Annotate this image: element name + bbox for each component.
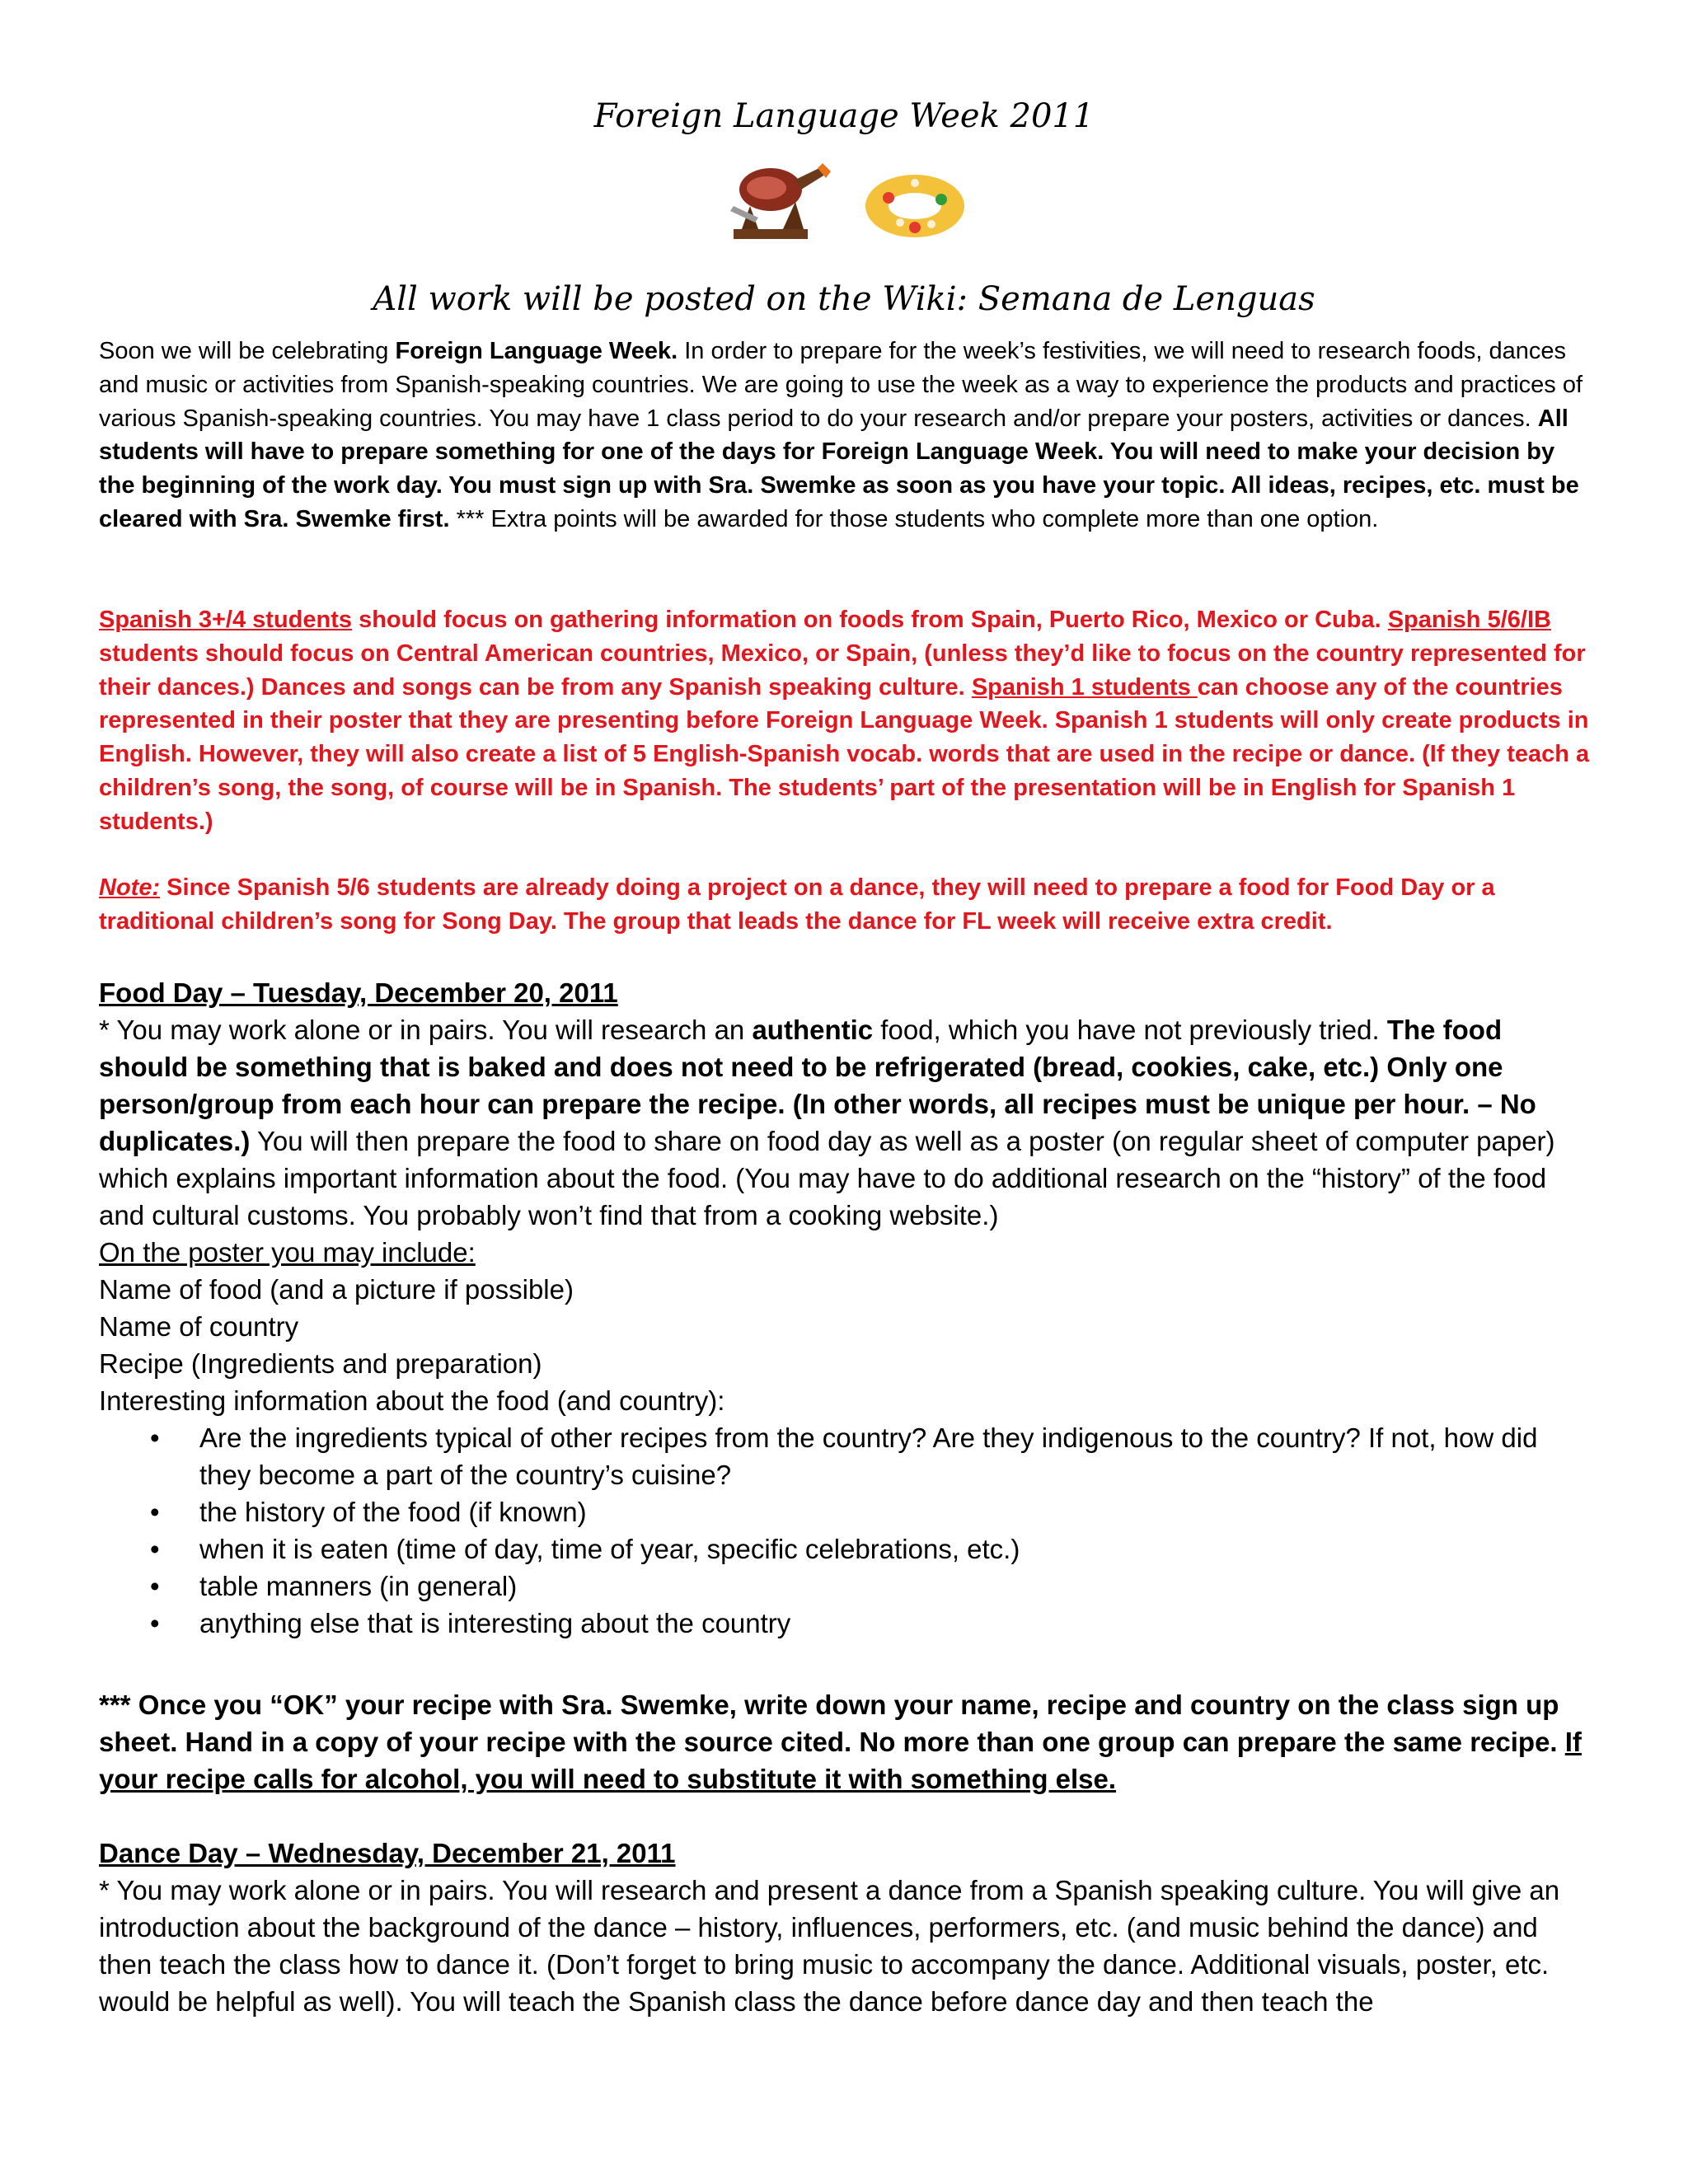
dance-day-heading: Dance Day – Wednesday, December 21, 2011 <box>99 1838 676 1868</box>
food-text-1: * You may work alone or in pairs. You will research an <box>99 1015 753 1045</box>
intro-bold-flweek: Foreign Language Week. <box>395 338 678 364</box>
list-item: • anything else that is interesting about the country <box>99 1605 1591 1642</box>
spanish-34-text: should focus on gathering information on foods from Spain, Puerto Rico, Mexico or Cuba. <box>352 607 1388 633</box>
intro-bold-requirements: All students will have to prepare something for one of the days for Foreign Language Week. You will need to make your decision by the beginning of the work day. You must sign up with Sra. Swemke as soon as you have your topic. All ideas, recipes, etc. must be cleared with Sra. Swemke first. <box>99 405 1579 532</box>
dance-day-text: * You may work alone or in pairs. You will research and present a dance from a Spanish speaking culture. You will give an introduction about the background of the dance – history, influences, performers, etc. (and music behind the dance) and then teach the class how to dance it. (Don’t forget to bring music to accompany the dance. Additional visuals, poster, etc. would be helpful as well). You will teach the Spanish class the dance before dance day and then teach the <box>99 1875 1560 2017</box>
poster-heading: On the poster you may include: <box>99 1237 476 1268</box>
food-day-section <box>99 974 1591 1642</box>
intro-text-3: *** Extra points will be awarded for those students who complete more than one option. <box>449 505 1379 532</box>
note-paragraph <box>99 871 1591 939</box>
poster-item: Name of food (and a picture if possible) <box>99 1274 574 1305</box>
spanish-34-label: Spanish 3+/4 students <box>99 607 353 633</box>
food-text-3: You will then prepare the food to share on food day as well as a poster (on regular sheet of computer paper) which explains important information about the food. (You may have to do additional research on the “history” of the food and cultural customs. You probably won’t find that from a cooking website.) <box>99 1126 1555 1230</box>
intro-text-2: In order to prepare for the week’s festivities, we will need to research foods, dances and music or activities from Spanish-speaking countries. We are going to use the week as a way to experience the products and practices of various Spanish-speaking countries. You may have 1 class period to do your research and/or prepare your posters, activities or dances. <box>99 338 1583 432</box>
food-bold-authentic: authentic <box>752 1015 874 1045</box>
ham-leg-icon <box>730 163 831 239</box>
recipe-ok-text: *** Once you “OK” your recipe with Sra. Swemke, write down your name, recipe and country on the class sign up sheet. Hand in a copy of your recipe with the source cited. No more than one group can prepare the same recipe. <box>99 1690 1565 1757</box>
poster-item: Recipe (Ingredients and preparation) <box>99 1348 542 1379</box>
poster-item: Name of country <box>99 1311 299 1342</box>
poster-item: Interesting information about the food (and country): <box>99 1385 725 1416</box>
spanish-1-label: Spanish 1 students <box>971 673 1198 701</box>
spanish-56ib-label: Spanish 5/6/IB <box>1387 607 1551 633</box>
intro-paragraph <box>99 335 1591 537</box>
spanish-1-text: can choose any of the countries represented in their poster that they are presenting before Foreign Language Week. Spanish 1 students will only create products in English. However, they will also create a list of 5 English-Spanish vocab. words that are used in the recipe or dance. (If they teach a children’s song, the song, of course will be in Spanish. The students’ part of the presentation will be in English for Spanish 1 students.) <box>99 673 1590 835</box>
spanish-56ib-text: students should focus on Central American countries, Mexico, or Spain, (unless they’d like to focus on the country represented for their dances.) Dances and songs can be from any Spanish speaking culture. <box>99 640 1586 701</box>
list-item: • table manners (in general) <box>99 1568 1591 1605</box>
dance-day-section <box>99 1835 1591 2020</box>
recipe-ok-paragraph <box>99 1686 1591 1797</box>
list-item: • when it is eaten (time of day, time of year, specific celebrations, etc.) <box>99 1530 1591 1568</box>
note-text: Since Spanish 5/6 students are already doing a project on a dance, they will need to prepare a food for Food Day or a traditional children’s song for Song Day. The group that leads the dance for FL week will receive extra credit. <box>99 874 1495 935</box>
food-bold-rules: The food should be something that is baked and does not need to be refrigerated (bread, cookies, cake, etc.) Only one person/group from each hour can prepare the recipe. (In other words, all recipes must be unique per hour. – No duplicates.) <box>99 1015 1536 1156</box>
interesting-info-list <box>99 1419 1591 1642</box>
wiki-subtitle: All work will be posted on the Wiki: Semana de Lenguas <box>373 280 1315 318</box>
intro-text-1: Soon we will be celebrating <box>99 338 396 364</box>
alcohol-rule: If your recipe calls for alcohol, you will need to substitute it with something else. <box>99 1727 1582 1794</box>
clipart-images <box>725 157 973 247</box>
level-instructions <box>99 603 1591 839</box>
list-item: • the history of the food (if known) <box>99 1493 1591 1530</box>
rosca-de-reyes-icon <box>865 175 964 237</box>
note-label: Note: <box>99 874 161 901</box>
list-item: • Are the ingredients typical of other recipes from the country? Are they indigenous to the country? If not, how did they become a part of the country’s cuisine? <box>99 1419 1591 1493</box>
document-title: Foreign Language Week 2011 <box>593 97 1095 135</box>
food-day-heading: Food Day – Tuesday, December 20, 2011 <box>99 977 618 1008</box>
food-text-2: food, which you have not previously tried. <box>873 1015 1387 1045</box>
